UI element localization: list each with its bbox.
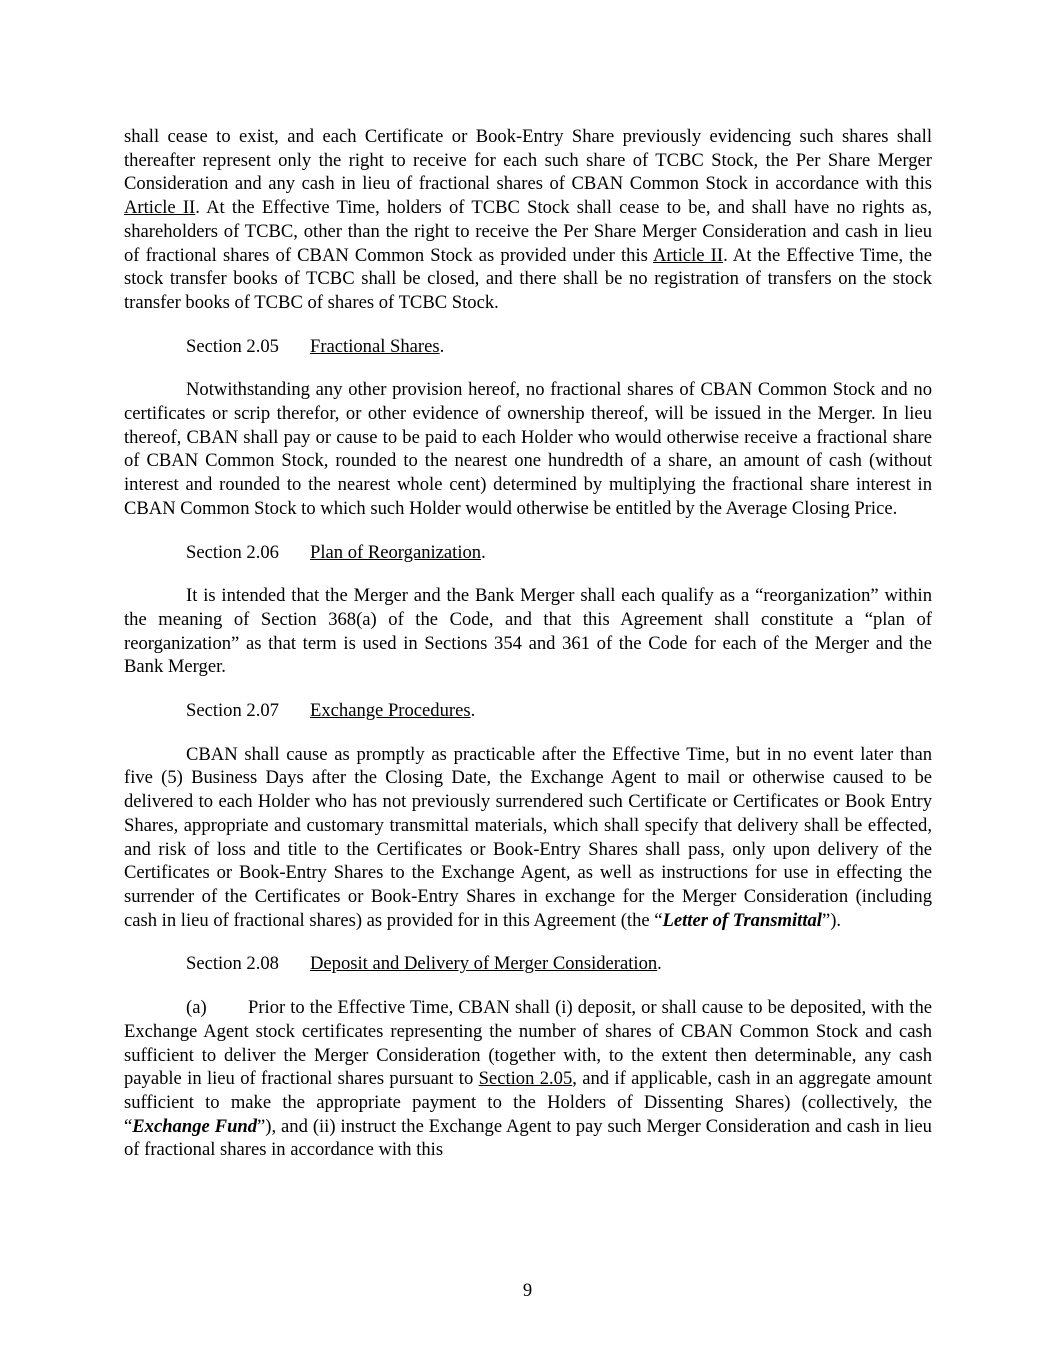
section-2-07-body: CBAN shall cause as promptly as practicable after the Effective Time, but in no event later than five (5) Business Days after the Closing Date, the Exchange Agent to mail or otherwise caused to be delivered to each Holder who has not previously surrendered such Certificate or Certificates or Book Entry Shares, appropriate and customary transmittal materials, which shall specify that delivery shall be effected, and risk of loss and title to the Certificates or Book-Entry Shares shall pass, only upon delivery of the Certificates or Book-Entry Shares to the Exchange Agent, as well as instructions for use in effecting the surrender of the Certificates or Book-Entry Shares in exchange for the Merger Consideration (including cash in lieu of fractional shares) as provided for in this Agreement (the “Letter of Transmittal”). [124, 743, 932, 931]
page-number: 9 [522, 1280, 533, 1301]
section-number: Section 2.08 [186, 953, 279, 975]
section-number: Section 2.05 [186, 335, 279, 357]
section-2-06-heading: Section 2.06 Plan of Reorganization. [186, 541, 486, 563]
section-number: Section 2.06 [186, 541, 279, 563]
paragraph-continuation: shall cease to exist, and each Certificate or Book-Entry Share previously evidencing such shares shall thereafter represent only the right to receive for each such share of TCBC Stock, the Per Share Merger Consideration and any cash in lieu of fractional shares of CBAN Common Stock in accordance with this Article II. At the Effective Time, holders of TCBC Stock shall cease to be, and shall have no rights as, shareholders of TCBC, other than the right to receive the Per Share Merger Consideration and cash in lieu of fractional shares of CBAN Common Stock as provided under this Article II. At the Effective Time, the stock transfer books of TCBC shall be closed, and there shall be no registration of transfers on the stock transfer books of TCBC of shares of TCBC Stock. [124, 126, 933, 313]
defined-term-exchange-fund: Exchange Fund [132, 1115, 258, 1137]
section-2-06-body: It is intended that the Merger and the Bank Merger shall each qualify as a “reorganization” within the meaning of Section 368(a) of the Code, and that this Agreement shall constitute a “plan of reorganization” as that term is used in Sections 354 and 361 of the Code for each of the Merger and the Bank Merger. [124, 585, 932, 678]
document-page [124, 125, 932, 1182]
section-2-08-paragraph-a: (a) Prior to the Effective Time, CBAN shall (i) deposit, or shall cause to be deposited, with the Exchange Agent stock certificates representing the number of shares of CBAN Common Stock and cash sufficient to deliver the Merger Consideration (together with, to the extent then determinable, any cash payable in lieu of fractional shares pursuant to Section 2.05, and if applicable, cash in an aggregate amount sufficient to make the appropriate payment to the Holders of Dissenting Shares) (collectively, the “Exchange Fund”), and (ii) instruct the Exchange Agent to pay such Merger Consideration and cash in lieu of fractional shares in accordance with this [124, 997, 932, 1161]
section-number: Section 2.07 [186, 700, 279, 722]
subparagraph-label: (a) [186, 997, 207, 1019]
section-title: Plan of Reorganization [310, 541, 482, 563]
section-2-08-heading: Section 2.08 Deposit and Delivery of Merger Consideration. [186, 953, 662, 975]
section-title: Deposit and Delivery of Merger Consideration [310, 953, 658, 975]
article-ii-reference: Article II [124, 197, 196, 219]
section-title: Exchange Procedures [310, 700, 471, 722]
section-title: Fractional Shares [310, 335, 440, 357]
defined-term-letter-of-transmittal: Letter of Transmittal [662, 909, 822, 931]
section-2-05-reference: Section 2.05 [478, 1068, 573, 1090]
article-ii-reference: Article II [652, 244, 724, 266]
section-2-05-heading: Section 2.05 Fractional Shares. [186, 335, 445, 357]
section-2-07-heading: Section 2.07 Exchange Procedures. [186, 700, 476, 722]
section-2-05-body: Notwithstanding any other provision hereof, no fractional shares of CBAN Common Stock and no certificates or scrip therefor, or other evidence of ownership thereof, will be issued in the Merger. In lieu thereof, CBAN shall pay or cause to be paid to each Holder who would otherwise receive a fractional share of CBAN Common Stock, rounded to the nearest one hundredth of a share, an amount of cash (without interest and rounded to the nearest whole cent) determined by multiplying the fractional share interest in CBAN Common Stock to which such Holder would otherwise be entitled by the Average Closing Price. [124, 379, 932, 519]
